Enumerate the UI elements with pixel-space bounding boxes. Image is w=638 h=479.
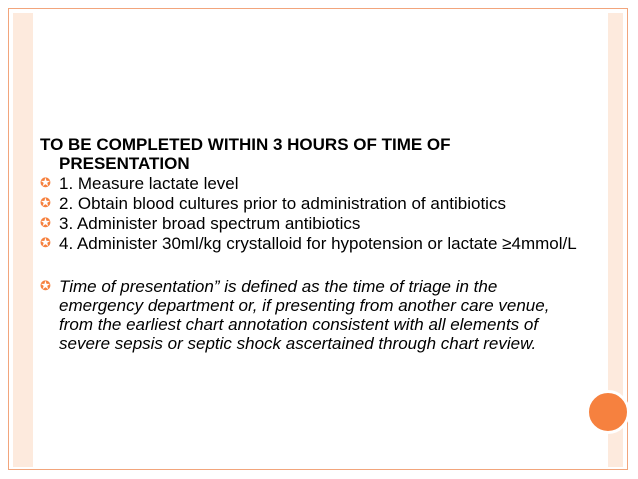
bullet-text: 1. Measure lactate level — [59, 174, 239, 193]
bullet-item-2 — [40, 194, 580, 213]
bullet-text: 4. Administer 30ml/kg crystalloid for hypotension or lactate ≥4mmol/L — [59, 234, 577, 253]
definition-note — [40, 277, 580, 353]
slide-heading: TO BE COMPLETED WITHIN 3 HOURS OF TIME OF PRESENTATION — [40, 135, 451, 173]
bullet-item-1 — [40, 174, 580, 193]
slide-content — [40, 135, 580, 354]
left-decorative-bar — [13, 13, 33, 467]
bullet-text: 2. Obtain blood cultures prior to administration of antibiotics — [59, 194, 506, 213]
bullet-icon: ✪ — [40, 196, 51, 211]
bullet-icon: ✪ — [40, 236, 51, 251]
accent-circle-decoration — [586, 390, 630, 434]
bullet-icon: ✪ — [40, 216, 51, 231]
bullet-item-3 — [40, 214, 580, 233]
bullet-text: 3. Administer broad spectrum antibiotics — [59, 214, 361, 233]
bullet-item-4 — [40, 234, 580, 253]
bullet-icon: ✪ — [40, 279, 51, 294]
bullet-icon: ✪ — [40, 176, 51, 191]
note-text: Time of presentation” is defined as the time of triage in the emergency department or, if presenting from another care venue, from the earliest chart annotation consistent with all elements of severe sepsis or septic shock ascertained through chart review. — [59, 277, 550, 353]
